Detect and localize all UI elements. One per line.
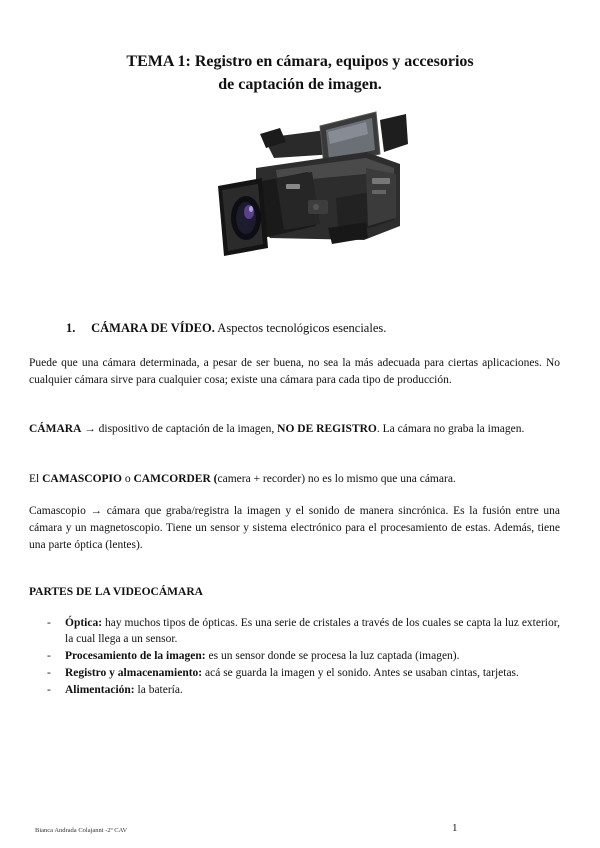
footer-author: Bianca Andrada Colajanni -2º CAV [35,827,128,834]
section-heading [66,321,386,336]
paragraph-text: El [29,473,43,485]
paragraph-camascopio-definition: Camascopio → cámara que graba/registra la imagen y el sonido de manera sincrónica. Es la fusión entre una cámara y un magnetoscopio. Tiene un sensor y sistema electrónico para el procesamiento de estas. Además, tiene una parte óptica (lentes). [29,505,560,551]
list-bullet: - [47,650,51,662]
page-title-line-1: TEMA 1: Registro en cámara, equipos y accesorios [126,53,474,70]
section-heading-rest: Aspectos tecnológicos esenciales. [214,321,387,335]
list-item-term: Procesamiento de la imagen: [65,650,206,662]
list-item-term: Óptica: [65,617,103,629]
term-camara: CÁMARA [29,423,82,435]
page-title-line-2: de captación de imagen. [218,76,382,93]
term-camascopio: CAMASCOPIO [42,473,122,485]
paragraph-text: o [121,473,134,485]
list-item-text: acá se guarda la imagen y el sonido. Antes se usaban cintas, tarjetas. [202,667,519,679]
paragraph-camascopio [29,471,560,488]
list-item-term: Registro y almacenamiento: [65,667,203,679]
list-item [29,615,560,647]
term-camcorder: CAMCORDER ( [133,473,218,485]
paragraph-text: . La cámara no graba la imagen. [376,423,525,435]
list-item [29,682,560,698]
section-heading-bold: CÁMARA DE VÍDEO. [91,321,215,335]
list-bullet: - [47,684,51,696]
parts-list [29,615,560,699]
list-item-text: hay muchos tipos de ópticas. Es una serie de cristales a través de los cuales se capta la luz exterior, la cual llega a un sensor. [65,617,560,645]
list-item-text: es un sensor donde se procesa la luz captada (imagen). [205,650,460,662]
video-camera-icon [216,108,412,268]
parts-heading: PARTES DE LA VIDEOCÁMARA [29,586,203,598]
paragraph-text: → dispositivo de captación de la imagen, [81,423,278,435]
paragraph-text: camera + recorder) no es lo mismo que una cámara. [217,473,456,485]
paragraph-intro: Puede que una cámara determinada, a pesar de ser buena, no sea la más adecuada para ciertas aplicaciones. No cualquier cámara sirve para cualquier cosa; existe una cámara para cada tipo de producción. [29,357,560,386]
term-no-registro: NO DE REGISTRO [277,423,377,435]
page-number: 1 [452,822,458,834]
section-number: 1. [66,321,76,335]
list-item [29,648,560,664]
list-item [29,665,560,681]
list-item-term: Alimentación: [65,684,135,696]
list-bullet: - [47,667,51,679]
paragraph-camara [29,421,560,438]
list-bullet: - [47,617,51,629]
list-item-text: la batería. [134,684,183,696]
